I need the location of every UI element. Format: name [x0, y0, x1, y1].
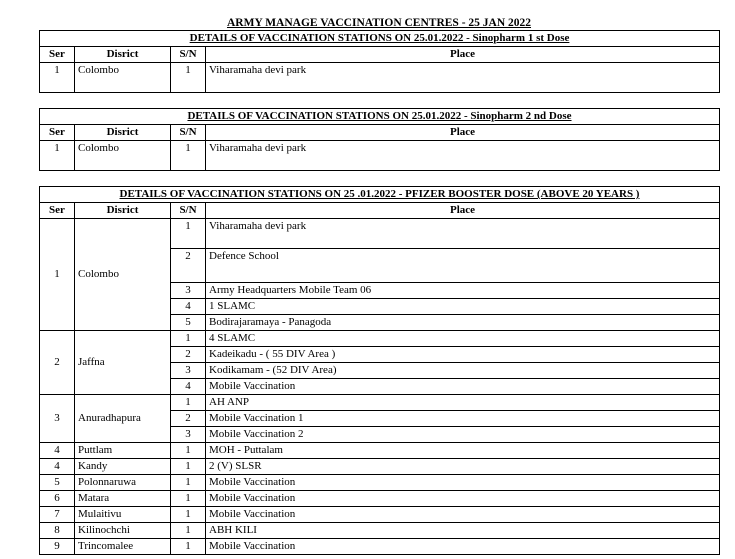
sn-cell: 3 — [171, 427, 206, 443]
column-header-row — [40, 47, 720, 63]
place-cell: Viharamaha devi park — [206, 219, 720, 249]
table-row — [40, 475, 720, 491]
table-row — [40, 507, 720, 523]
table-body — [40, 31, 720, 555]
ser-cell: 5 — [40, 475, 75, 491]
place-header: Place — [206, 47, 720, 63]
district-cell: Jaffna — [75, 331, 171, 395]
sn-cell: 1 — [171, 395, 206, 411]
sn-cell: 1 — [171, 141, 206, 171]
ser-cell: 7 — [40, 507, 75, 523]
section-gap — [40, 171, 720, 187]
column-header-row — [40, 125, 720, 141]
sn-cell: 1 — [171, 63, 206, 93]
sn-cell: 1 — [171, 331, 206, 347]
place-cell: Mobile Vaccination — [206, 379, 720, 395]
sn-cell: 1 — [171, 491, 206, 507]
district-header: Disrict — [75, 125, 171, 141]
sn-cell: 1 — [171, 219, 206, 249]
place-cell: 2 (V) SLSR — [206, 459, 720, 475]
sn-header: S/N — [171, 203, 206, 219]
table-row — [40, 331, 720, 347]
district-cell: Kilinochchi — [75, 523, 171, 539]
sn-cell: 5 — [171, 315, 206, 331]
ser-cell: 4 — [40, 459, 75, 475]
table-row — [40, 491, 720, 507]
place-cell: Mobile Vaccination 1 — [206, 411, 720, 427]
ser-cell: 8 — [40, 523, 75, 539]
place-cell: Viharamaha devi park — [206, 63, 720, 93]
gap-cell — [40, 93, 720, 109]
district-cell: Puttlam — [75, 443, 171, 459]
table-row — [40, 219, 720, 249]
place-cell: Mobile Vaccination — [206, 491, 720, 507]
ser-cell: 1 — [40, 63, 75, 93]
place-cell: Mobile Vaccination 2 — [206, 427, 720, 443]
section-heading-row — [40, 109, 720, 125]
place-cell: Kadeikadu - ( 55 DIV Area ) — [206, 347, 720, 363]
ser-cell: 1 — [40, 141, 75, 171]
section-heading: DETAILS OF VACCINATION STATIONS ON 25 .01.2022 - PFIZER BOOSTER DOSE (ABOVE 20 YEARS ) — [40, 187, 720, 203]
place-cell: AH ANP — [206, 395, 720, 411]
section-heading: DETAILS OF VACCINATION STATIONS ON 25.01.2022 - Sinopharm 1 st Dose — [40, 31, 720, 47]
place-cell: Defence School — [206, 249, 720, 283]
place-cell: ABH KILI — [206, 523, 720, 539]
district-cell: Mulaitivu — [75, 507, 171, 523]
table-row — [40, 459, 720, 475]
table-row — [40, 141, 720, 171]
ser-header: Ser — [40, 203, 75, 219]
place-cell: Mobile Vaccination — [206, 475, 720, 491]
table-row — [40, 63, 720, 93]
ser-header: Ser — [40, 47, 75, 63]
table-row — [40, 443, 720, 459]
place-cell: Kodikamam - (52 DIV Area) — [206, 363, 720, 379]
sn-cell: 2 — [171, 411, 206, 427]
section-gap — [40, 93, 720, 109]
sn-cell: 4 — [171, 379, 206, 395]
table-row — [40, 395, 720, 411]
ser-cell: 4 — [40, 443, 75, 459]
vaccination-table — [39, 30, 720, 555]
place-cell: Army Headquarters Mobile Team 06 — [206, 283, 720, 299]
district-cell: Colombo — [75, 219, 171, 331]
district-header: Disrict — [75, 47, 171, 63]
place-cell: MOH - Puttalam — [206, 443, 720, 459]
sn-header: S/N — [171, 47, 206, 63]
sn-cell: 2 — [171, 347, 206, 363]
sn-cell: 3 — [171, 283, 206, 299]
page-title: ARMY MANAGE VACCINATION CENTRES - 25 JAN 2022 — [226, 17, 532, 29]
section-heading: DETAILS OF VACCINATION STATIONS ON 25.01.2022 - Sinopharm 2 nd Dose — [40, 109, 720, 125]
ser-cell: 9 — [40, 539, 75, 555]
sn-cell: 1 — [171, 475, 206, 491]
place-cell: 4 SLAMC — [206, 331, 720, 347]
table-row — [40, 539, 720, 555]
place-header: Place — [206, 203, 720, 219]
gap-cell — [40, 171, 720, 187]
ser-cell: 1 — [40, 219, 75, 331]
ser-header: Ser — [40, 125, 75, 141]
column-header-row — [40, 203, 720, 219]
district-cell: Polonnaruwa — [75, 475, 171, 491]
sn-cell: 1 — [171, 523, 206, 539]
sn-cell: 1 — [171, 443, 206, 459]
sn-cell: 3 — [171, 363, 206, 379]
sn-cell: 1 — [171, 459, 206, 475]
place-cell: Bodirajaramaya - Panagoda — [206, 315, 720, 331]
district-cell: Anuradhapura — [75, 395, 171, 443]
district-cell: Trincomalee — [75, 539, 171, 555]
place-header: Place — [206, 125, 720, 141]
district-cell: Colombo — [75, 63, 171, 93]
sn-cell: 4 — [171, 299, 206, 315]
district-cell: Matara — [75, 491, 171, 507]
district-cell: Kandy — [75, 459, 171, 475]
place-cell: Viharamaha devi park — [206, 141, 720, 171]
place-cell: Mobile Vaccination — [206, 507, 720, 523]
section-heading-row — [40, 187, 720, 203]
section-heading-row — [40, 31, 720, 47]
sn-cell: 2 — [171, 249, 206, 283]
ser-cell: 3 — [40, 395, 75, 443]
sn-cell: 1 — [171, 507, 206, 523]
table-row — [40, 523, 720, 539]
sn-cell: 1 — [171, 539, 206, 555]
ser-cell: 6 — [40, 491, 75, 507]
place-cell: Mobile Vaccination — [206, 539, 720, 555]
document — [39, 15, 719, 555]
ser-cell: 2 — [40, 331, 75, 395]
district-cell: Colombo — [75, 141, 171, 171]
place-cell: 1 SLAMC — [206, 299, 720, 315]
sn-header: S/N — [171, 125, 206, 141]
district-header: Disrict — [75, 203, 171, 219]
